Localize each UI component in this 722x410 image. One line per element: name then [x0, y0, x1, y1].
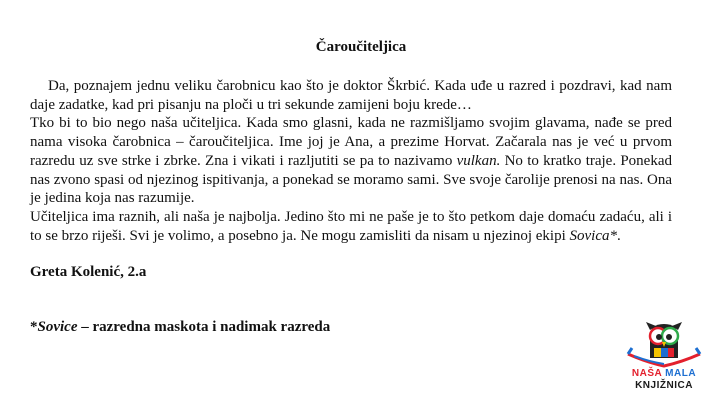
footnote-term: Sovice [37, 319, 78, 335]
logo-word-knjiznica: KNJIŽNICA [635, 380, 693, 391]
paragraph-2-text-a: Tko bi to bio nego naša učiteljica. Kada smo glasni, kada ne razmišljamo svojim glavama, nađe se pred nama visoka čarobnica – čaroučiteljica. Ime joj je Ana, a prezime Horvat. Začarala nas je već u prvom razredu uz sve strke i zbrke. Zna i vikati i razljutiti se pa to nazivamo [30, 115, 672, 169]
library-logo [620, 318, 708, 394]
paragraph-3-text-b: . [616, 227, 621, 244]
story-body [30, 77, 672, 245]
owl-book-icon [620, 318, 708, 368]
logo-word-nasa: NAŠA [631, 368, 662, 379]
footnote-star: * [30, 319, 38, 335]
paragraph-2-italic: vulkan. [456, 152, 501, 169]
logo-word-mala: MALA [665, 368, 697, 379]
paragraph-3-text-a: Učiteljica ima raznih, ali naša je najbolja. Jedino što mi ne paše je to što petkom daje domaću zadaću, ali i to se brzo riješi. Svi je volimo, a posebno ja. Ne mogu zamisliti da nisam u njezinoj ekipi [30, 208, 672, 244]
footnote [30, 318, 330, 336]
paragraph-1: Da, poznajem jednu veliku čarobnicu kao što je doktor Škrbić. Kada uđe u razred i pozdravi, kad nam daje zadatke, kad pri pisanju na ploči u tri sekunde zamijeni boju krede… [30, 78, 672, 113]
page-title: Čaroučiteljica [315, 39, 407, 55]
paragraph-2-text-b: No to kratko traje. Ponekad nas zvono spasi od njezinog ispitivanja, a ponekad se moramo sami. Sve svoje čarolije prenosi na nas. Ona je jedina koja nas razumije. [30, 152, 672, 207]
logo-title-line [620, 368, 708, 379]
paragraph-3-italic: Sovica* [569, 227, 617, 244]
paragraph-2 [30, 114, 672, 208]
footnote-definition: – razredna maskota i nadimak razreda [77, 319, 331, 335]
paragraph-3 [30, 208, 672, 245]
author-signature: Greta Kolenić, 2.a [30, 264, 147, 280]
